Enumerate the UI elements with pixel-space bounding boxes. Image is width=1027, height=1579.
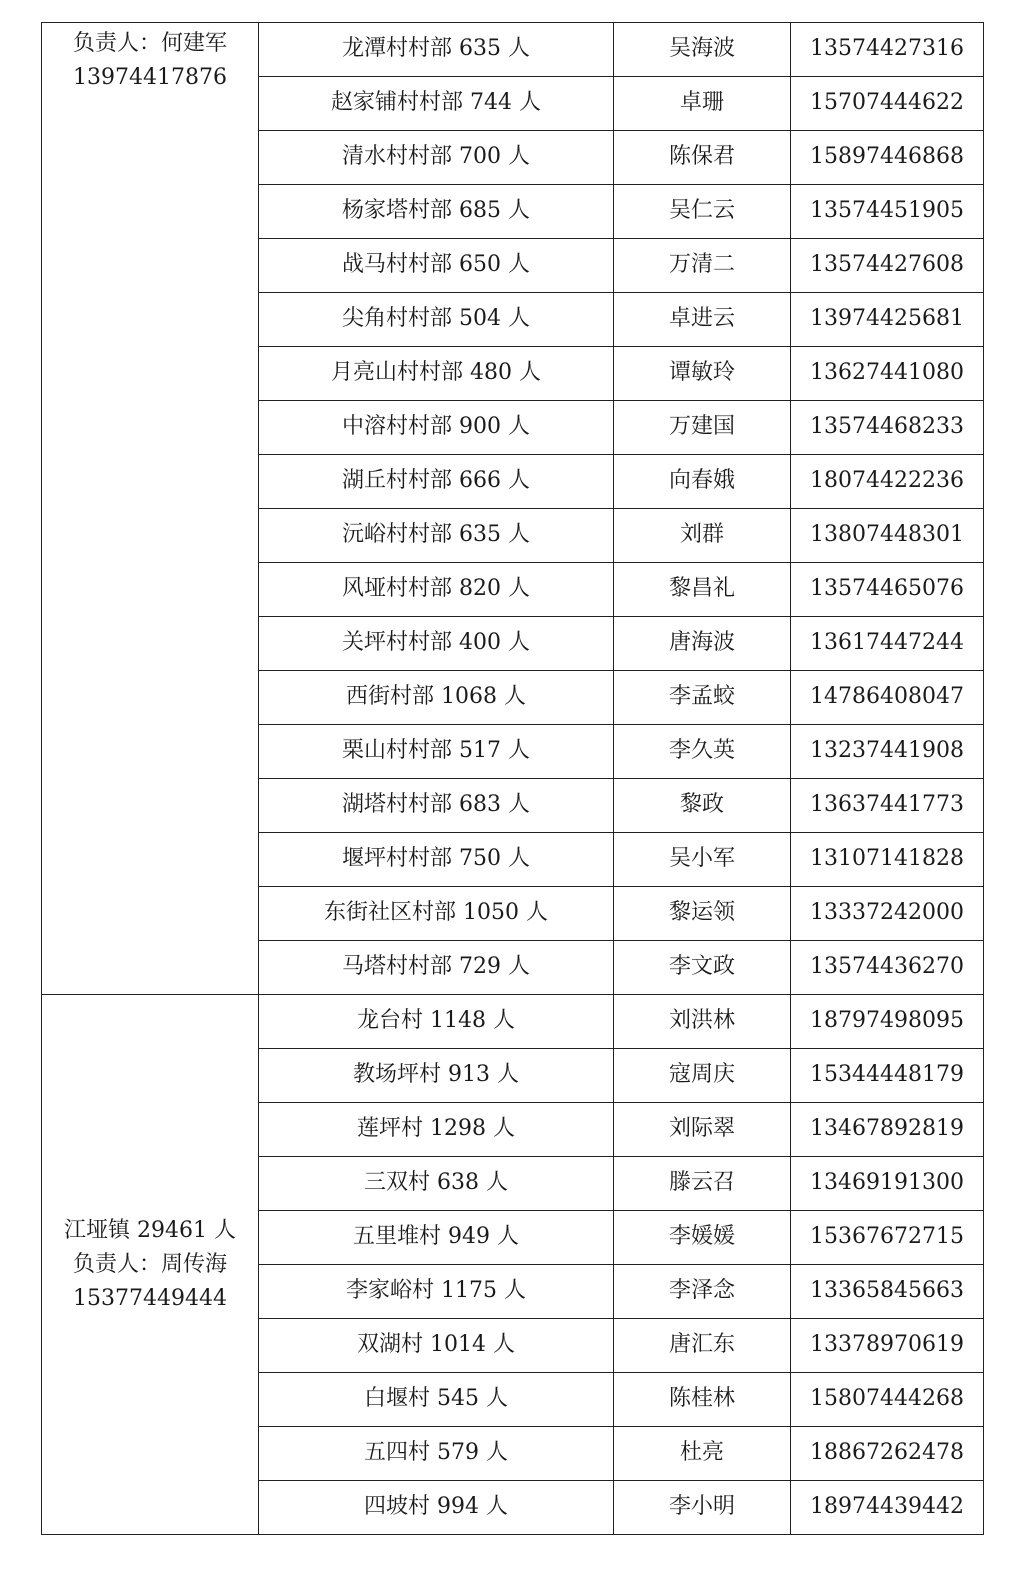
- phone-cell: 13365845663: [791, 1265, 984, 1319]
- phone-cell: 13467892819: [791, 1103, 984, 1157]
- village-cell: 龙台村 1148 人: [259, 995, 614, 1049]
- phone-cell: 13627441080: [791, 347, 984, 401]
- phone-cell: 15344448179: [791, 1049, 984, 1103]
- contact-name-cell: 吴小军: [614, 833, 791, 887]
- phone-cell: 13574468233: [791, 401, 984, 455]
- group-info-line: 江垭镇 29461 人: [64, 1217, 236, 1243]
- phone-cell: 13378970619: [791, 1319, 984, 1373]
- village-cell: 月亮山村村部 480 人: [259, 347, 614, 401]
- group-info-line: 负责人：何建军: [72, 31, 227, 56]
- village-cell: 中溶村村部 900 人: [259, 401, 614, 455]
- contact-name-cell: 李媛媛: [614, 1211, 791, 1265]
- phone-cell: 13337242000: [791, 887, 984, 941]
- village-cell: 马塔村村部 729 人: [259, 941, 614, 995]
- village-cell: 五里堆村 949 人: [259, 1211, 614, 1265]
- contact-name-cell: 李文政: [614, 941, 791, 995]
- table-row: [42, 995, 984, 1049]
- phone-cell: 15807444268: [791, 1373, 984, 1427]
- phone-cell: 13107141828: [791, 833, 984, 887]
- contact-name-cell: 刘际翠: [614, 1103, 791, 1157]
- phone-cell: 15367672715: [791, 1211, 984, 1265]
- contact-name-cell: 万清二: [614, 239, 791, 293]
- phone-cell: 14786408047: [791, 671, 984, 725]
- village-cell: 关坪村村部 400 人: [259, 617, 614, 671]
- contact-name-cell: 黎政: [614, 779, 791, 833]
- village-cell: 莲坪村 1298 人: [259, 1103, 614, 1157]
- contact-name-cell: 李泽念: [614, 1265, 791, 1319]
- contact-name-cell: 李小明: [614, 1481, 791, 1535]
- phone-cell: 13574451905: [791, 185, 984, 239]
- table-row: [42, 23, 984, 77]
- contact-name-cell: 卓珊: [614, 77, 791, 131]
- village-cell: 双湖村 1014 人: [259, 1319, 614, 1373]
- phone-cell: 13807448301: [791, 509, 984, 563]
- phone-cell: 13574436270: [791, 941, 984, 995]
- village-cell: 栗山村村部 517 人: [259, 725, 614, 779]
- village-cell: 湖塔村村部 683 人: [259, 779, 614, 833]
- phone-cell: 13574427608: [791, 239, 984, 293]
- phone-cell: 13974425681: [791, 293, 984, 347]
- contact-name-cell: 吴仁云: [614, 185, 791, 239]
- village-cell: 杨家塔村部 685 人: [259, 185, 614, 239]
- contact-name-cell: 陈桂林: [614, 1373, 791, 1427]
- village-cell: 沅峪村村部 635 人: [259, 509, 614, 563]
- contact-name-cell: 谭敏玲: [614, 347, 791, 401]
- contact-name-cell: 黎昌礼: [614, 563, 791, 617]
- phone-cell: 13637441773: [791, 779, 984, 833]
- village-cell: 风垭村村部 820 人: [259, 563, 614, 617]
- contact-name-cell: 吴海波: [614, 23, 791, 77]
- phone-cell: 13237441908: [791, 725, 984, 779]
- phone-cell: 15707444622: [791, 77, 984, 131]
- village-cell: 尖角村村部 504 人: [259, 293, 614, 347]
- phone-cell: 18867262478: [791, 1427, 984, 1481]
- village-cell: 清水村村部 700 人: [259, 131, 614, 185]
- group-info-line: 15377449444: [73, 1285, 227, 1311]
- village-cell: 龙潭村村部 635 人: [259, 23, 614, 77]
- village-cell: 西街村部 1068 人: [259, 671, 614, 725]
- contact-name-cell: 卓进云: [614, 293, 791, 347]
- phone-cell: 18074422236: [791, 455, 984, 509]
- contact-name-cell: 杜亮: [614, 1427, 791, 1481]
- contact-name-cell: 刘群: [614, 509, 791, 563]
- village-cell: 四坡村 994 人: [259, 1481, 614, 1535]
- contact-name-cell: 唐海波: [614, 617, 791, 671]
- village-cell: 战马村村部 650 人: [259, 239, 614, 293]
- contact-name-cell: 李孟蛟: [614, 671, 791, 725]
- village-cell: 三双村 638 人: [259, 1157, 614, 1211]
- phone-cell: 13574427316: [791, 23, 984, 77]
- contact-name-cell: 黎运领: [614, 887, 791, 941]
- village-cell: 李家峪村 1175 人: [259, 1265, 614, 1319]
- village-cell: 五四村 579 人: [259, 1427, 614, 1481]
- group-info-line: 负责人：周传海: [72, 1251, 227, 1277]
- contact-name-cell: 刘洪林: [614, 995, 791, 1049]
- village-cell: 白堰村 545 人: [259, 1373, 614, 1427]
- village-cell: 东街社区村部 1050 人: [259, 887, 614, 941]
- contact-name-cell: 唐汇东: [614, 1319, 791, 1373]
- group-leader-cell: [42, 23, 259, 995]
- contact-name-cell: 向春娥: [614, 455, 791, 509]
- village-cell: 堰坪村村部 750 人: [259, 833, 614, 887]
- contact-name-cell: 滕云召: [614, 1157, 791, 1211]
- contact-table: [41, 22, 984, 1535]
- group-info-line: 13974417876: [73, 65, 227, 90]
- phone-cell: 18797498095: [791, 995, 984, 1049]
- village-cell: 赵家铺村村部 744 人: [259, 77, 614, 131]
- village-cell: 湖丘村村部 666 人: [259, 455, 614, 509]
- phone-cell: 15897446868: [791, 131, 984, 185]
- contact-name-cell: 李久英: [614, 725, 791, 779]
- contact-name-cell: 万建国: [614, 401, 791, 455]
- phone-cell: 13469191300: [791, 1157, 984, 1211]
- phone-cell: 13617447244: [791, 617, 984, 671]
- contact-name-cell: 陈保君: [614, 131, 791, 185]
- phone-cell: 18974439442: [791, 1481, 984, 1535]
- contact-table-body: [42, 23, 984, 1535]
- phone-cell: 13574465076: [791, 563, 984, 617]
- village-cell: 教场坪村 913 人: [259, 1049, 614, 1103]
- group-leader-cell: [42, 995, 259, 1535]
- contact-name-cell: 寇周庆: [614, 1049, 791, 1103]
